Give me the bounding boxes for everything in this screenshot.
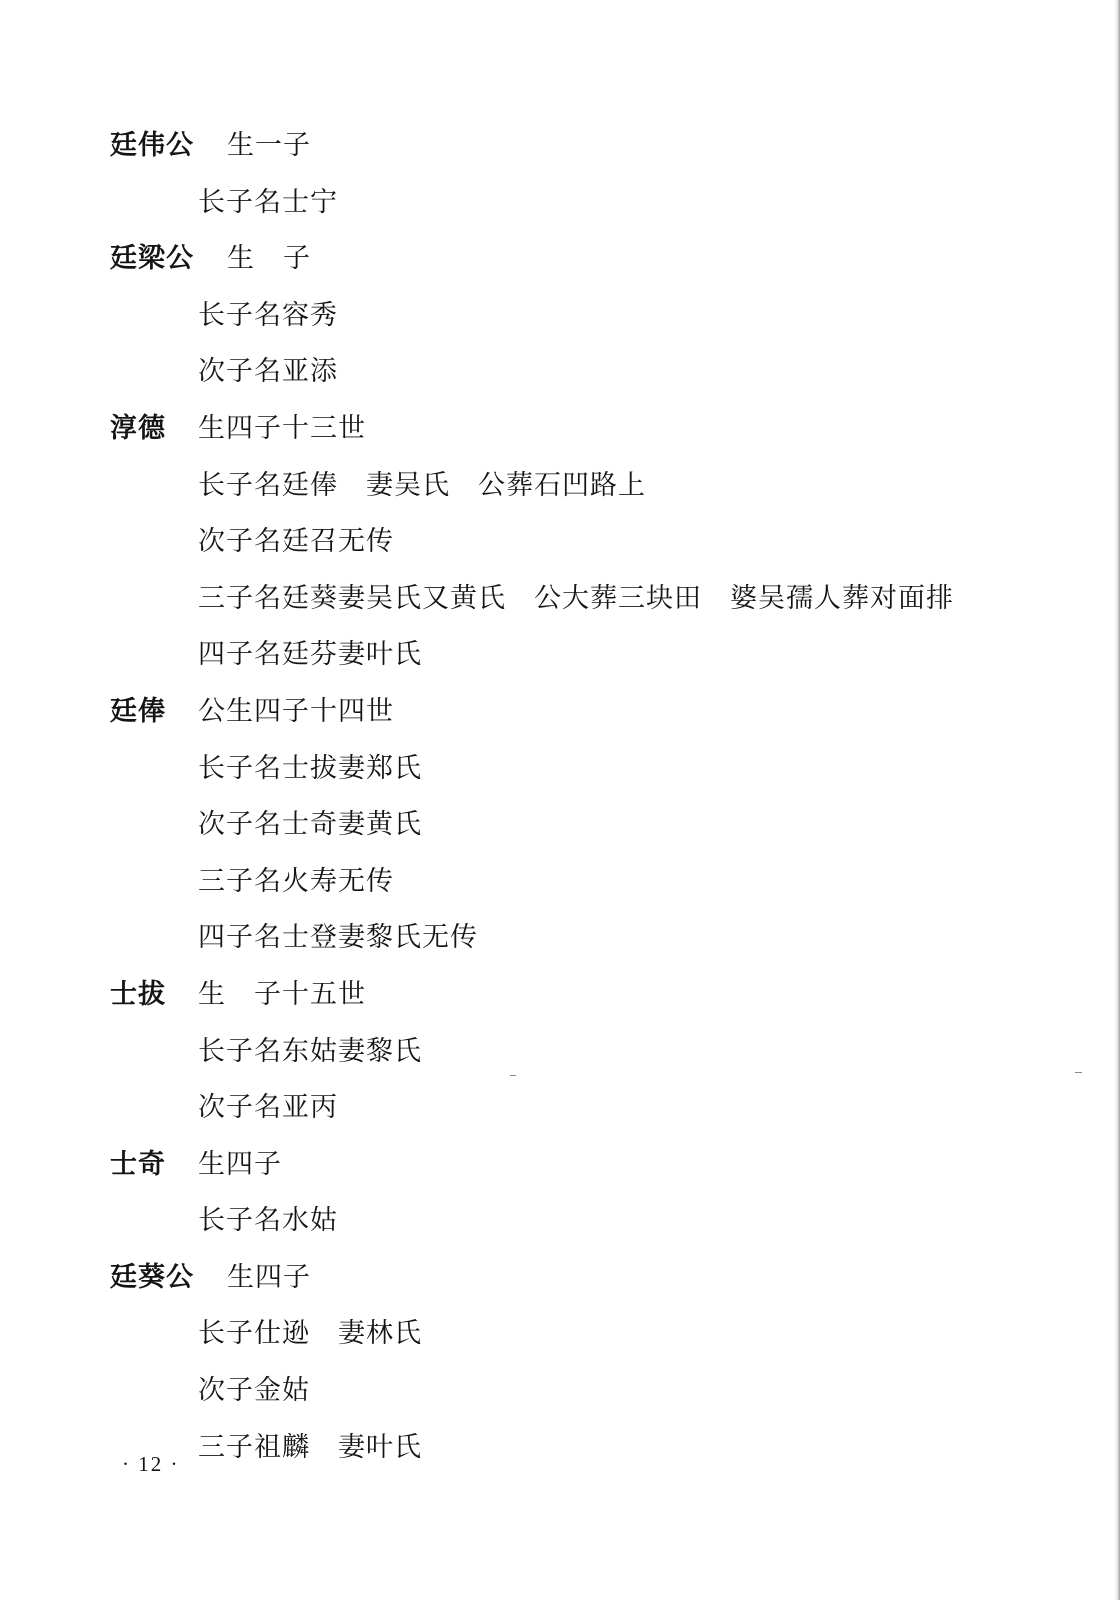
page-number: · 12 · (122, 1452, 180, 1476)
entry-heading (110, 401, 1070, 458)
entry-description: 生 子 (227, 243, 311, 275)
ancestor-name: 廷葵公 (110, 1261, 194, 1293)
entry-heading (110, 1250, 1070, 1307)
genealogy-entries (110, 118, 1070, 1476)
child-line: 次子名士奇妻黄氏 (198, 809, 422, 841)
child-line: 次子名廷召无传 (198, 526, 394, 558)
child-line: 次子名亚丙 (198, 1092, 338, 1124)
child-line: 次子名亚添 (198, 356, 338, 388)
entry-description: 公生四子十四世 (198, 695, 394, 727)
entry-heading (110, 1137, 1070, 1194)
child-line: 长子名水姑 (198, 1205, 338, 1237)
scan-speck (510, 1075, 516, 1076)
child-line: 长子名士拔妻郑氏 (198, 752, 422, 784)
child-line: 长子名士宁 (198, 186, 338, 218)
entry-description: 生 子十五世 (198, 978, 366, 1010)
ancestor-name: 廷梁公 (110, 243, 194, 275)
entry-description: 生四子十三世 (198, 412, 366, 444)
ancestor-name: 士奇 (110, 1148, 166, 1180)
child-line: 长子名容秀 (198, 299, 338, 331)
entry-description: 生四子 (227, 1261, 311, 1293)
child-line: 四子名士登妻黎氏无传 (198, 922, 478, 954)
scan-speck (1075, 1072, 1082, 1073)
entry-heading (110, 231, 1070, 288)
child-line: 三子名火寿无传 (198, 865, 394, 897)
child-line: 四子名廷芬妻叶氏 (198, 639, 422, 671)
entry-description: 生四子 (198, 1148, 282, 1180)
child-line: 次子金姑 (198, 1375, 310, 1407)
child-line: 长子名东姑妻黎氏 (198, 1035, 422, 1067)
scan-edge-shadow (1115, 0, 1120, 1600)
child-line: 长子仕逊 妻林氏 (198, 1318, 422, 1350)
child-line: 三子祖麟 妻叶氏 (198, 1431, 422, 1463)
ancestor-name: 淳德 (110, 412, 166, 444)
entry-heading (110, 118, 1070, 175)
child-line: 三子名廷葵妻吴氏又黄氏 公大葬三块田 婆吴孺人葬对面排 (198, 582, 954, 614)
ancestor-name: 廷俸 (110, 695, 166, 727)
ancestor-name: 廷伟公 (110, 130, 194, 161)
entry-heading (110, 967, 1070, 1024)
ancestor-name: 士拔 (110, 978, 166, 1010)
child-line: 长子名廷俸 妻吴氏 公葬石凹路上 (198, 469, 646, 501)
entry-description: 生一子 (227, 130, 311, 161)
entry-heading (110, 684, 1070, 741)
